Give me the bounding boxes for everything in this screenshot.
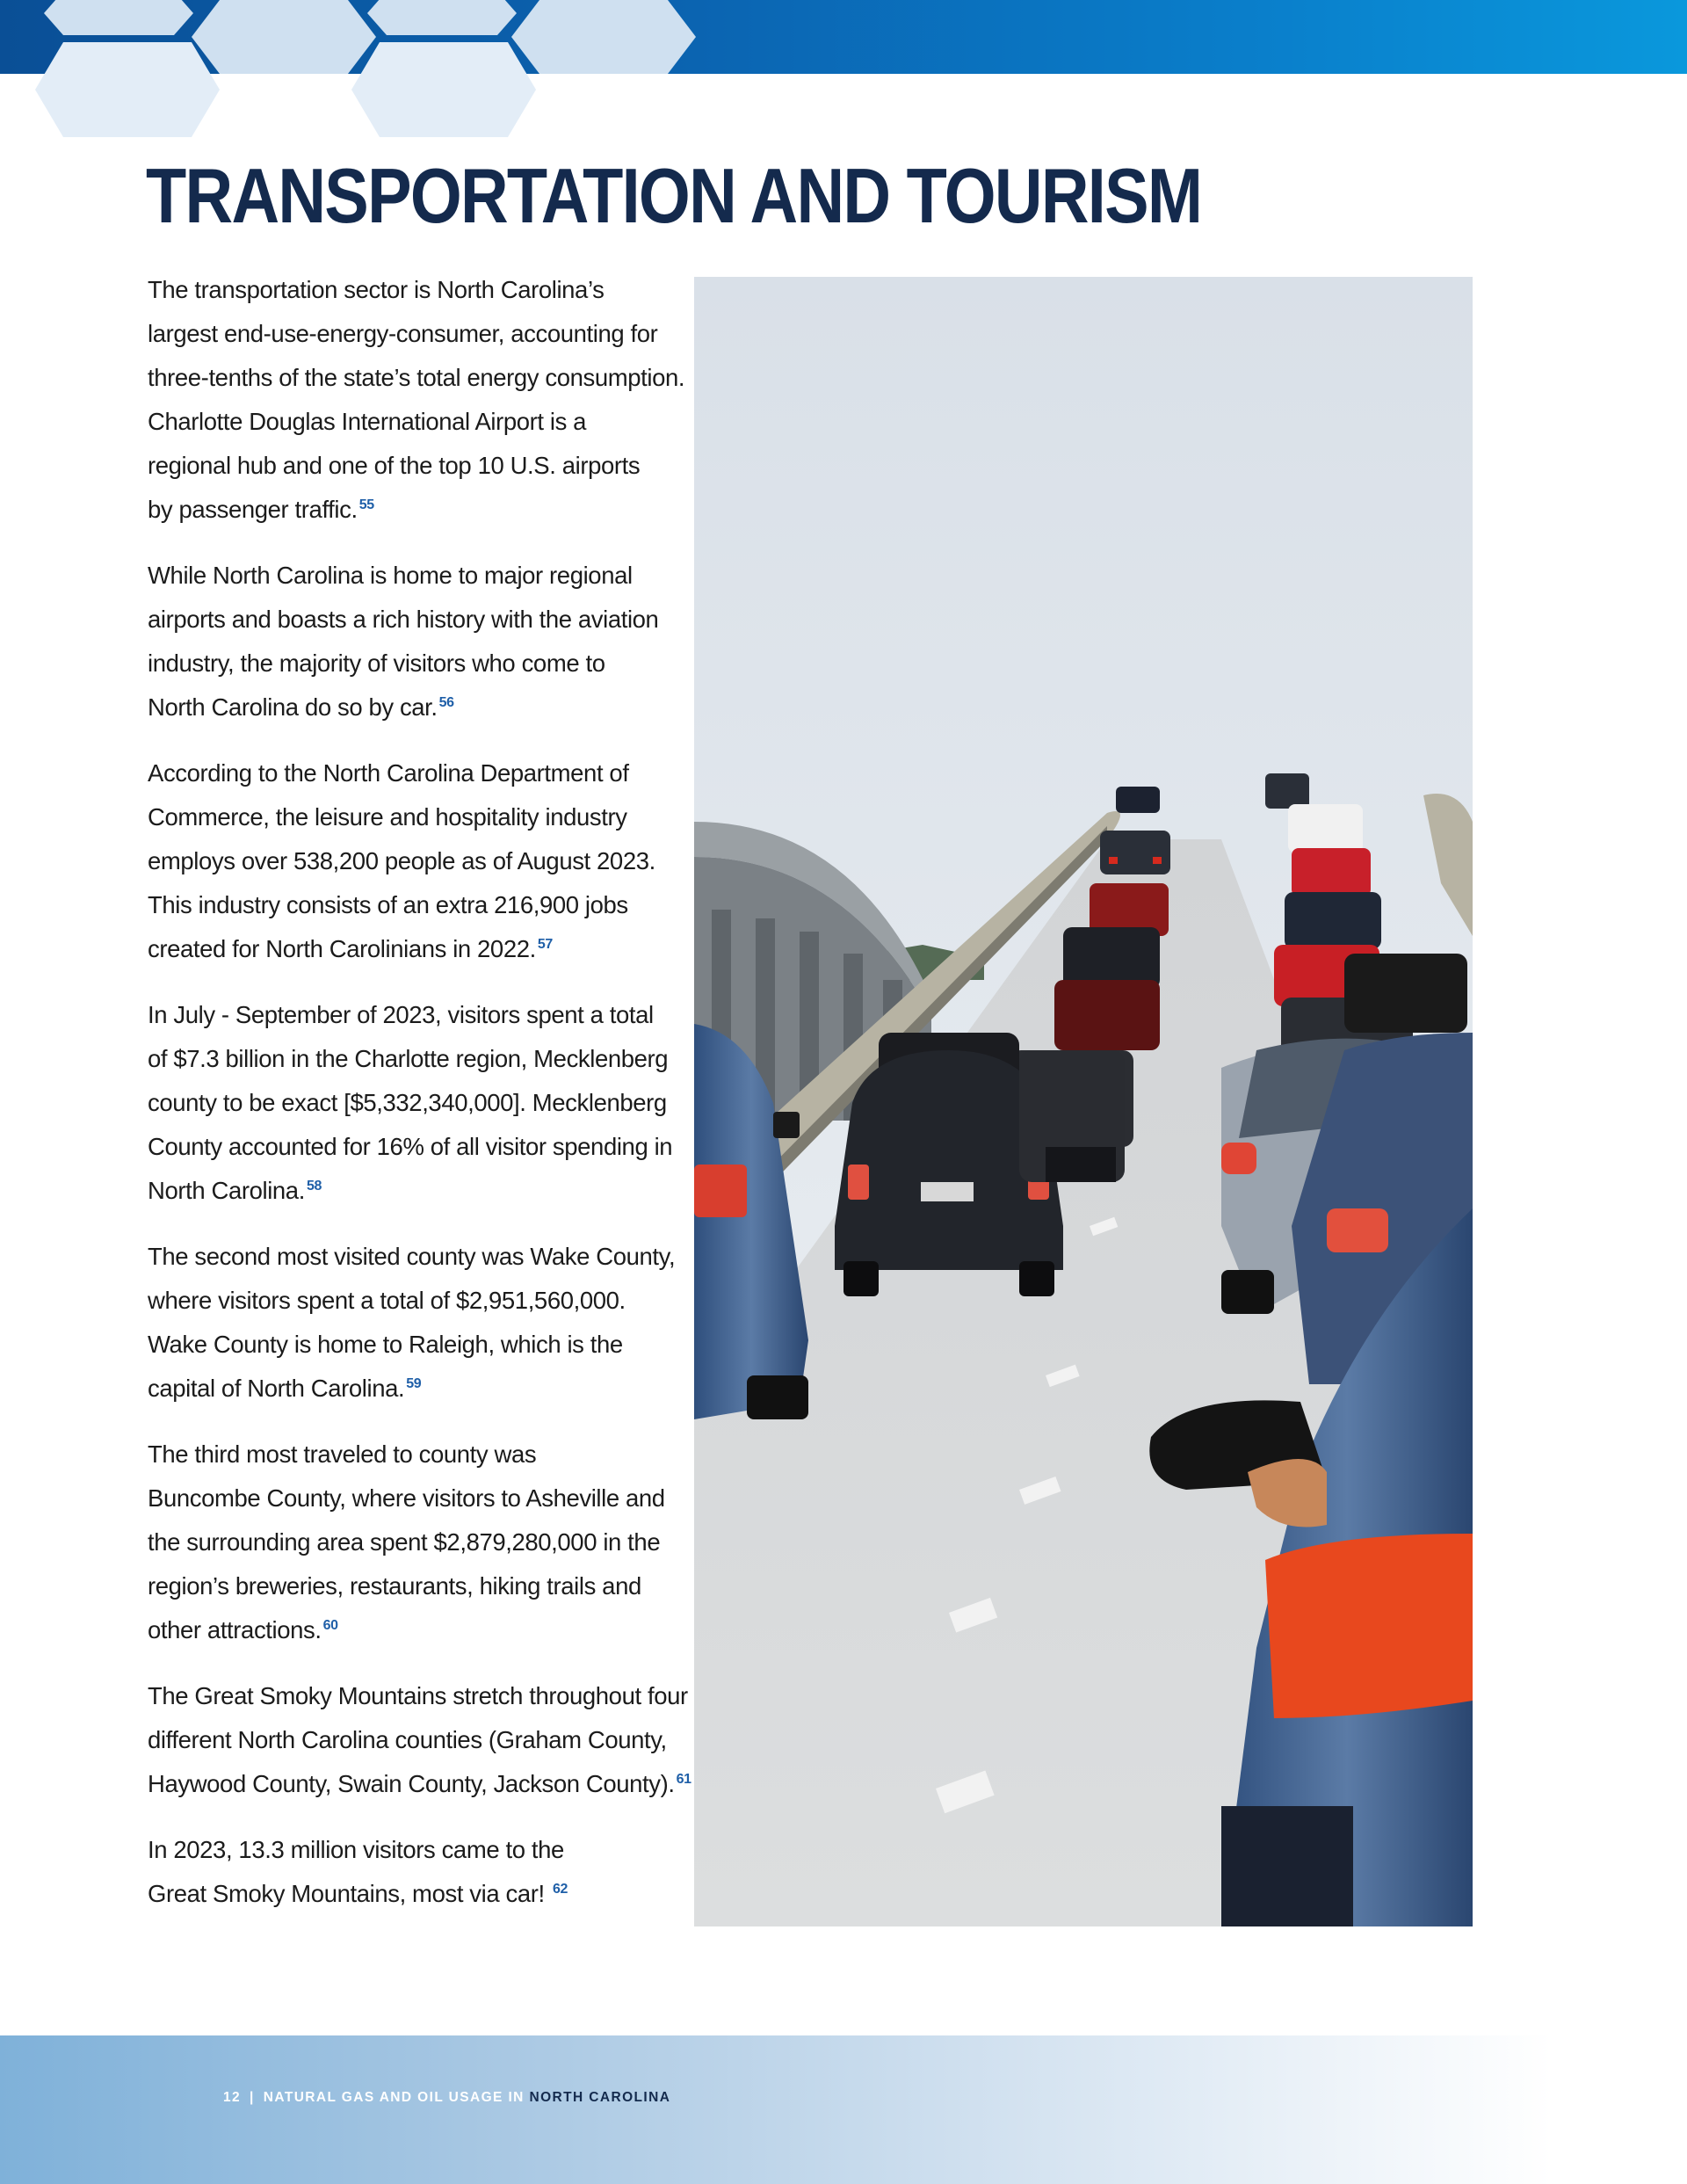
publication-state: NORTH CAROLINA (529, 2090, 671, 2105)
paragraph (148, 1433, 692, 1652)
text-line: The transportation sector is North Carolina’s (148, 276, 605, 303)
paragraph (148, 554, 692, 729)
text-line: industry, the majority of visitors who come to (148, 649, 605, 677)
text-line: While North Carolina is home to major regional (148, 562, 633, 589)
page-number: 12 (223, 2090, 242, 2105)
footnote-reference[interactable]: 58 (306, 1179, 322, 1194)
text-line (148, 488, 692, 532)
text-line (148, 1169, 692, 1213)
text-line (148, 686, 692, 729)
article-body (148, 268, 692, 1938)
hexagon-decoration (0, 0, 720, 141)
line-text: other attractions. (148, 1616, 322, 1643)
line-text: by passenger traffic. (148, 496, 358, 523)
paragraph (148, 268, 692, 532)
text-line: County accounted for 16% of all visitor spending in (148, 1133, 673, 1160)
footer-separator: | (250, 2090, 255, 2105)
footnote-reference[interactable]: 61 (676, 1772, 691, 1787)
footer-text (223, 2090, 670, 2106)
text-line (148, 927, 692, 971)
text-line: Commerce, the leisure and hospitality industry (148, 803, 627, 831)
text-line: largest end-use-energy-consumer, accounting for (148, 320, 658, 347)
text-line: region’s breweries, restaurants, hiking trails and (148, 1572, 641, 1600)
line-text: Haywood County, Swain County, Jackson County). (148, 1770, 675, 1797)
text-line: different North Carolina counties (Graham County, (148, 1726, 667, 1753)
line-text: North Carolina do so by car. (148, 693, 438, 721)
publication-title: NATURAL GAS AND OIL USAGE IN (263, 2090, 525, 2105)
footnote-reference[interactable]: 55 (358, 497, 374, 512)
text-line: three-tenths of the state’s total energy consumption. (148, 364, 685, 391)
line-text: North Carolina. (148, 1177, 305, 1204)
text-line: According to the North Carolina Department of (148, 759, 629, 787)
text-line (148, 1762, 692, 1806)
text-line: airports and boasts a rich history with the aviation (148, 606, 659, 633)
footnote-reference[interactable]: 62 (552, 1882, 568, 1897)
text-line: the surrounding area spent $2,879,280,000 in the (148, 1528, 661, 1556)
text-line: Wake County is home to Raleigh, which is the (148, 1331, 623, 1358)
traffic-photo (694, 277, 1473, 1926)
text-line: of $7.3 billion in the Charlotte region, Mecklenberg (148, 1045, 669, 1072)
text-line: In July - September of 2023, visitors spent a total (148, 1001, 654, 1028)
page-title: TRANSPORTATION AND TOURISM (146, 152, 1202, 239)
traffic-photo-illustration (694, 277, 1473, 1926)
text-line (148, 1872, 692, 1916)
paragraph (148, 1828, 692, 1916)
line-text: capital of North Carolina. (148, 1375, 405, 1402)
text-line: regional hub and one of the top 10 U.S. airports (148, 452, 641, 479)
paragraph (148, 751, 692, 971)
line-text: created for North Carolinians in 2022. (148, 935, 536, 962)
text-line (148, 1367, 692, 1411)
text-line: This industry consists of an extra 216,900 jobs (148, 891, 628, 918)
text-line: Charlotte Douglas International Airport is a (148, 408, 587, 435)
text-line (148, 1608, 692, 1652)
paragraph (148, 1235, 692, 1411)
text-line: where visitors spent a total of $2,951,560,000. (148, 1287, 626, 1314)
text-line: county to be exact [$5,332,340,000]. Mecklenberg (148, 1089, 667, 1116)
line-text: Great Smoky Mountains, most via car! (148, 1880, 551, 1907)
text-line: The third most traveled to county was (148, 1440, 537, 1468)
text-line: The second most visited county was Wake County, (148, 1243, 676, 1270)
paragraph (148, 993, 692, 1213)
footnote-reference[interactable]: 59 (406, 1376, 422, 1391)
footer-banner (0, 2035, 1687, 2184)
text-line: In 2023, 13.3 million visitors came to the (148, 1836, 564, 1863)
footnote-reference[interactable]: 60 (322, 1618, 338, 1633)
paragraph (148, 1674, 692, 1806)
footnote-reference[interactable]: 56 (438, 695, 454, 710)
text-line: Buncombe County, where visitors to Asheville and (148, 1484, 665, 1512)
text-line: employs over 538,200 people as of August 2023. (148, 847, 655, 874)
text-line: The Great Smoky Mountains stretch throughout four (148, 1682, 688, 1709)
footnote-reference[interactable]: 57 (537, 937, 553, 952)
